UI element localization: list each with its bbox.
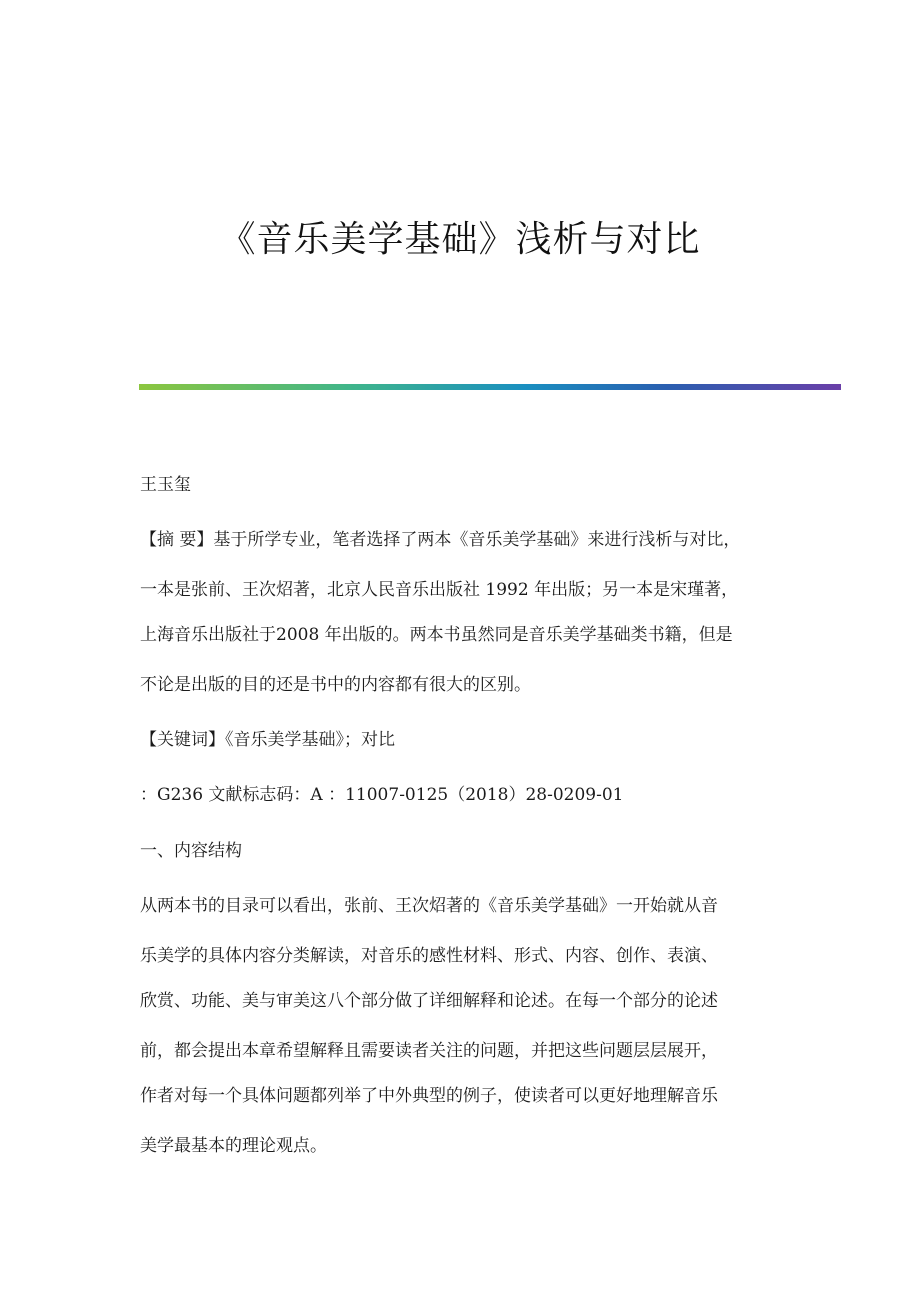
title-divider <box>139 384 841 390</box>
body-line: 从两本书的目录可以看出，张前、王次炤著的《音乐美学基础》一开始就从音 <box>140 896 718 916</box>
abstract-line: 不论是出版的目的还是书中的内容都有很大的区别。 <box>140 675 531 695</box>
document-title: 《音乐美学基础》浅析与对比 <box>219 219 701 260</box>
abstract-line: 【摘 要】基于所学专业，笔者选择了两本《音乐美学基础》来进行浅析与对比， <box>140 530 741 550</box>
abstract-line: 一本是张前、王次炤著，北京人民音乐出版社 1992 年出版；另一本是宋瑾著， <box>140 580 739 600</box>
keywords-line: 【关键词】《音乐美学基础》；对比 <box>140 730 395 750</box>
section-heading: 一、内容结构 <box>140 841 242 861</box>
body-line: 前，都会提出本章希望解释且需要读者关注的问题，并把这些问题层层展开， <box>140 1041 718 1061</box>
body-line: 作者对每一个具体问题都列举了中外典型的例子，使读者可以更好地理解音乐 <box>140 1086 718 1106</box>
body-line: 乐美学的具体内容分类解读，对音乐的感性材料、形式、内容、创作、表演、 <box>140 946 718 966</box>
body-line: 美学最基本的理论观点。 <box>140 1136 327 1156</box>
body-line: 欣赏、功能、美与审美这八个部分做了详细解释和论述。在每一个部分的论述 <box>140 991 718 1011</box>
author-name: 王玉玺 <box>140 475 191 495</box>
classification-line: ：G236 文献标志码：A ：11007-0125（2018）28-0209-01 <box>140 785 624 805</box>
abstract-line: 上海音乐出版社于2008 年出版的。两本书虽然同是音乐美学基础类书籍，但是 <box>140 625 733 645</box>
